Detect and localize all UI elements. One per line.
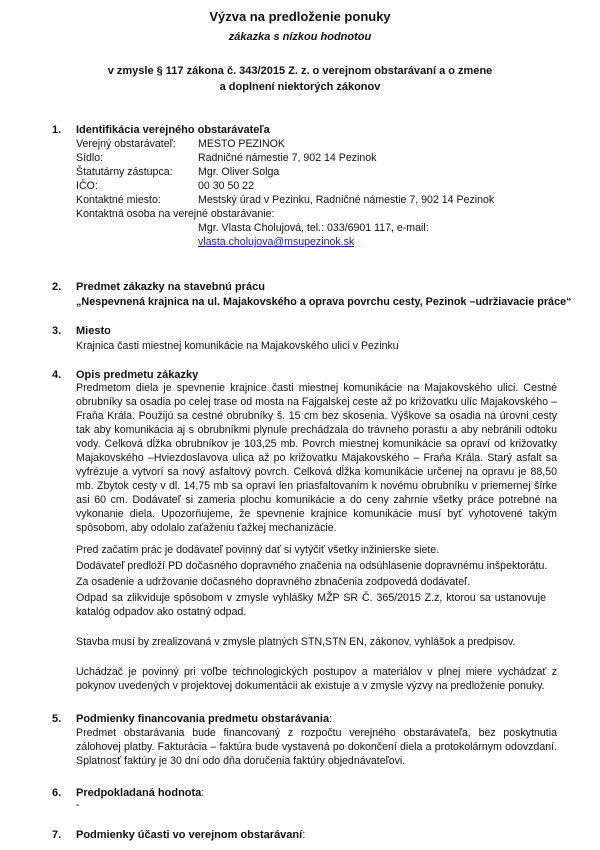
section-4-paragraph-utilities: Pred začatím prác je dodávateľ povinný dať si vytýčiť všetky inžinierske siete. (76, 544, 440, 556)
law-reference-line-2: a doplnení niektorých zákonov (219, 81, 381, 93)
section-6-heading (76, 786, 204, 800)
section-6-heading-colon: : (201, 787, 205, 799)
value-statutory-representative: Mgr. Oliver Solga (198, 166, 280, 178)
label-contact-place: Kontaktné miesto: (76, 194, 161, 206)
section-5-heading (76, 712, 332, 726)
document-title: Výzva na predloženie ponuky (209, 9, 391, 24)
section-3-text: Krajnica časti miestnej komunikácie na Majakovského ulici v Pezinku (76, 340, 399, 352)
section-2-subject-title: „Nespevnená krajnica na ul. Majakovského a oprava povrchu cesty, Pezinok –udržiavacie práce“ (76, 296, 572, 308)
label-contact-person: Kontaktná osoba na verejné obstarávanie: (76, 208, 275, 220)
section-1-number: 1. (52, 124, 62, 136)
label-seat: Sídlo: (76, 152, 104, 164)
section-5-text: Predmet obstarávania bude financovaný z rozpočtu verejného obstarávateľa, bez poskytnutia zálohovej platby. Fakturácia – faktúra bude vystavená po dokončení diela a protokolárnym odovzdaní. Splatnosť faktúry je 30 dní odo dňa doručenia faktúry objednávateľovi. (76, 727, 557, 767)
section-4-paragraph-technology: Uchádzač je povinný pri voľbe technologických postupov a materiálov v plnej miere vychádzať z pokynov uvedených v projektovej dokumentácii ak existuje a v zmysle výzvy na predloženie ponuky. (76, 666, 557, 692)
section-2-number: 2. (52, 281, 62, 293)
section-6-value: - (76, 799, 80, 811)
label-ico: IČO: (76, 180, 98, 192)
section-4-paragraph-main: Predmetom diela je spevnenie krajnice časti miestnej komunikácie na Majakovského ulici. Cestné obrubníky sa osadia po celej trase od mosta na Fajgalskej ceste až po križovatku ulíc Majakovského – Fraňa Krála. Použijú sa cestné obrubníky š. 15 cm bez skosenia. Výškove sa osadia na úrovni cesty tak aby komunikácia aj s obrubníkmi plynule prechádzala do trávneho porastu a aby nebránili odtoku vody. Celková dĺžka obrubníkov je 103,25 mb. Povrch miestnej komunikácie sa opraví od križovatky Majakovského –Hviezdoslavova ulica až po križovatku Majakovského – Fraňa Krála. Starý asfalt sa vyfrézuje a vytvorí sa nový asfaltový povrch. Celková dĺžka komunikácie určenej na opravu je 88,50 mb. Zbytok cesty v dl. 14,75 mb sa opraví len priasfaltovaním k novému obrubníku v priemernej šírke asi 60 cm. Dodávateľ si zameria plochu komunikácie a do ceny zahrnie všetky práce potrebné na vykonanie diela. Upozorňujeme, že spevnenie krajnice komunikácie musí byť vyhotovené takým spôsobom, aby odolalo zaťaženiu ťažkej mechanizácie. (76, 382, 557, 534)
section-6-heading-text: Predpokladaná hodnota (76, 787, 202, 799)
value-ico: 00 30 50 22 (198, 180, 254, 192)
section-3-heading: Miesto (76, 325, 111, 337)
section-4-paragraph-traffic-plan: Dodávateľ predloží PD dočasného dopravného značenia na odsúhlasenie dopravnému inšpektorátu. (76, 560, 548, 572)
section-4-heading: Opis predmetu zákazky (76, 369, 199, 381)
section-7-heading-text: Podmienky účasti vo verejnom obstarávaní (76, 829, 303, 841)
section-5-heading-text: Podmienky financovania predmetu obstarávania (76, 713, 330, 725)
section-2-heading: Predmet zákazky na stavebnú prácu (76, 281, 265, 293)
section-4-paragraph-waste: Odpad sa zlikviduje spôsobom v zmysle vyhlášky MŽP SR Č. 365/2015 Z.z, ktorou sa ustanovuje katalóg odpadov ako ostatný odpad. (76, 592, 546, 618)
section-5-heading-colon: : (329, 713, 333, 725)
document-subtitle: zákazka s nízkou hodnotou (228, 31, 372, 43)
label-contracting-authority: Verejný obstarávateľ: (76, 138, 176, 150)
section-4-number: 4. (52, 369, 62, 381)
section-7-heading-colon: : (302, 829, 306, 841)
section-7-number: 7. (52, 829, 62, 841)
section-4-paragraph-traffic-signs: Za osadenie a udržovanie dočasného dopravného zbnačenia zodpovedá dodávateľ. (76, 576, 471, 588)
section-1-heading: Identifikácia verejného obstarávateľa (76, 124, 270, 136)
section-7-heading (76, 828, 305, 842)
value-contact-person: Mgr. Vlasta Cholujová, tel.: 033/6901 117, e-mail: (198, 222, 429, 234)
contact-email-link[interactable]: vlasta.cholujova@msupezinok.sk (198, 236, 355, 248)
section-6-number: 6. (52, 787, 62, 799)
section-5-number: 5. (52, 713, 62, 725)
value-contact-place: Mestský úrad v Pezinku, Radničné námestie 7, 902 14 Pezinok (198, 194, 495, 206)
label-statutory-representative: Štatutárny zástupca: (76, 166, 173, 178)
section-4-paragraph-standards: Stavba musí by zrealizovaná v zmysle platných STN,STN EN, zákonov, vyhlášok a predpisov. (76, 636, 516, 648)
value-seat: Radničné námestie 7, 902 14 Pezinok (198, 152, 377, 164)
law-reference-line-1: v zmysle § 117 zákona č. 343/2015 Z. z. o verejnom obstarávaní a o zmene (107, 65, 493, 77)
value-contracting-authority: MESTO PEZINOK (198, 138, 285, 150)
section-3-number: 3. (52, 325, 62, 337)
